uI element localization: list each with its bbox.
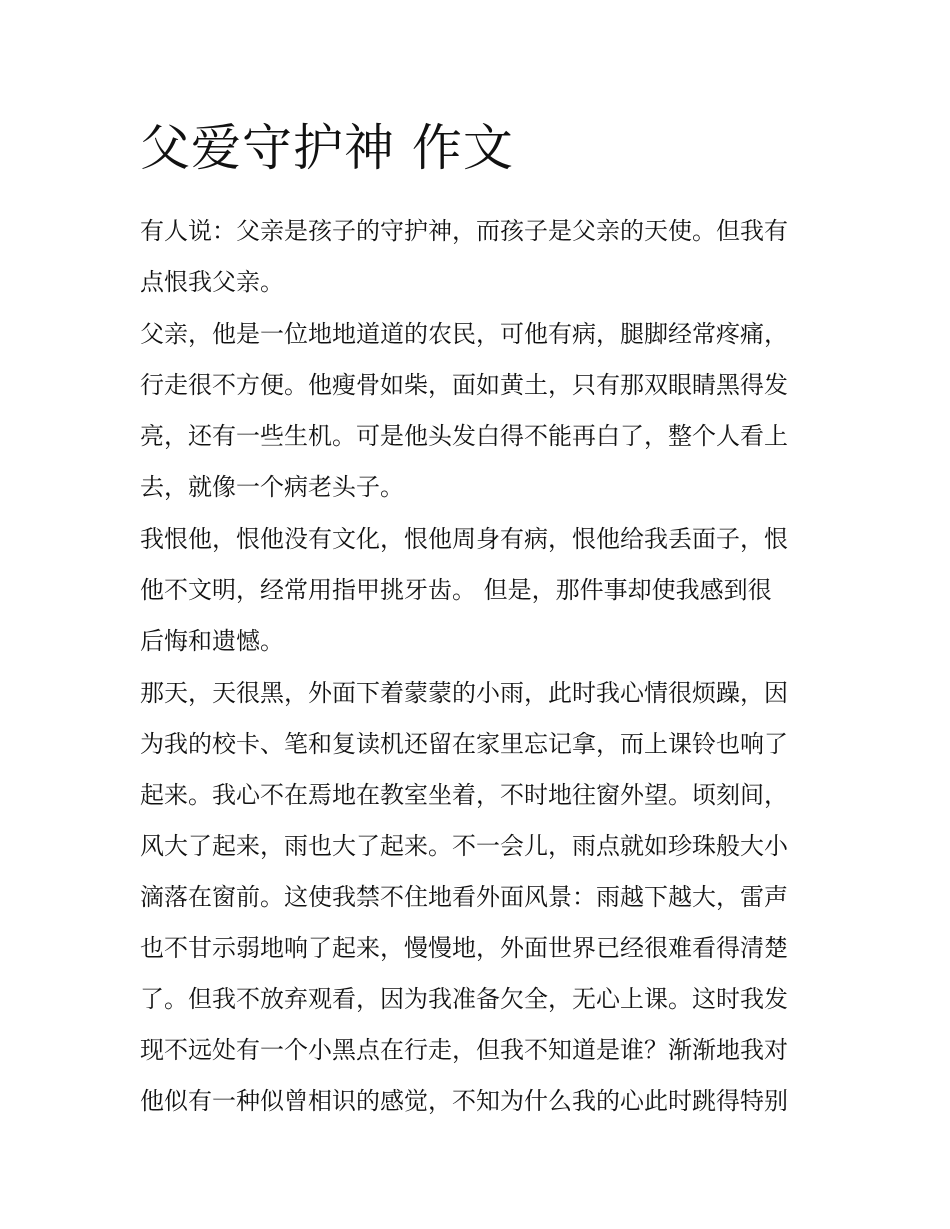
- text-line: 点恨我父亲。: [140, 268, 284, 296]
- text-line: 现不远处有一个小黑点在行走，但我不知道是谁？渐渐地我对: [140, 1036, 788, 1064]
- text-line: 亮，还有一些生机。可是他头发白得不能再白了，整个人看上: [140, 422, 788, 450]
- text-line: 行走很不方便。他瘦骨如柴，面如黄土，只有那双眼睛黑得发: [140, 371, 788, 399]
- text-line: 起来。我心不在焉地在教室坐着，不时地往窗外望。顷刻间，: [140, 781, 788, 809]
- paragraph-2: [140, 309, 812, 513]
- page-title: 父爱守护神 作文: [140, 119, 514, 177]
- text-line: 有人说：父亲是孩子的守护神，而孩子是父亲的天使。但我有: [140, 217, 788, 245]
- document-page: [140, 118, 812, 1128]
- paragraph-4: [140, 668, 812, 1127]
- text-line: 他似有一种似曾相识的感觉，不知为什么我的心此时跳得特别: [140, 1087, 788, 1115]
- text-line: 风大了起来，雨也大了起来。不一会儿，雨点就如珍珠般大小: [140, 832, 788, 860]
- text-line: 了。但我不放弃观看，因为我准备欠全，无心上课。这时我发: [140, 985, 788, 1013]
- text-line: 去，就像一个病老头子。: [140, 473, 404, 501]
- text-line: 为我的校卡、笔和复读机还留在家里忘记拿，而上课铃也响了: [140, 730, 788, 758]
- text-line: 后悔和遗憾。: [140, 627, 284, 655]
- paragraph-1: [140, 206, 812, 308]
- text-line: 也不甘示弱地响了起来，慢慢地，外面世界已经很难看得清楚: [140, 934, 788, 962]
- text-line: 那天，天很黑，外面下着蒙蒙的小雨，此时我心情很烦躁，因: [140, 679, 788, 707]
- text-line: 父亲，他是一位地地道道的农民，可他有病，腿脚经常疼痛，: [140, 320, 788, 348]
- paragraph-3: [140, 514, 812, 667]
- text-line: 他不文明，经常用指甲挑牙齿。 但是，那件事却使我感到很: [140, 576, 772, 604]
- text-line: 我恨他，恨他没有文化，恨他周身有病，恨他给我丢面子，恨: [140, 525, 788, 553]
- text-line: 滴落在窗前。这使我禁不住地看外面风景：雨越下越大，雷声: [140, 883, 788, 911]
